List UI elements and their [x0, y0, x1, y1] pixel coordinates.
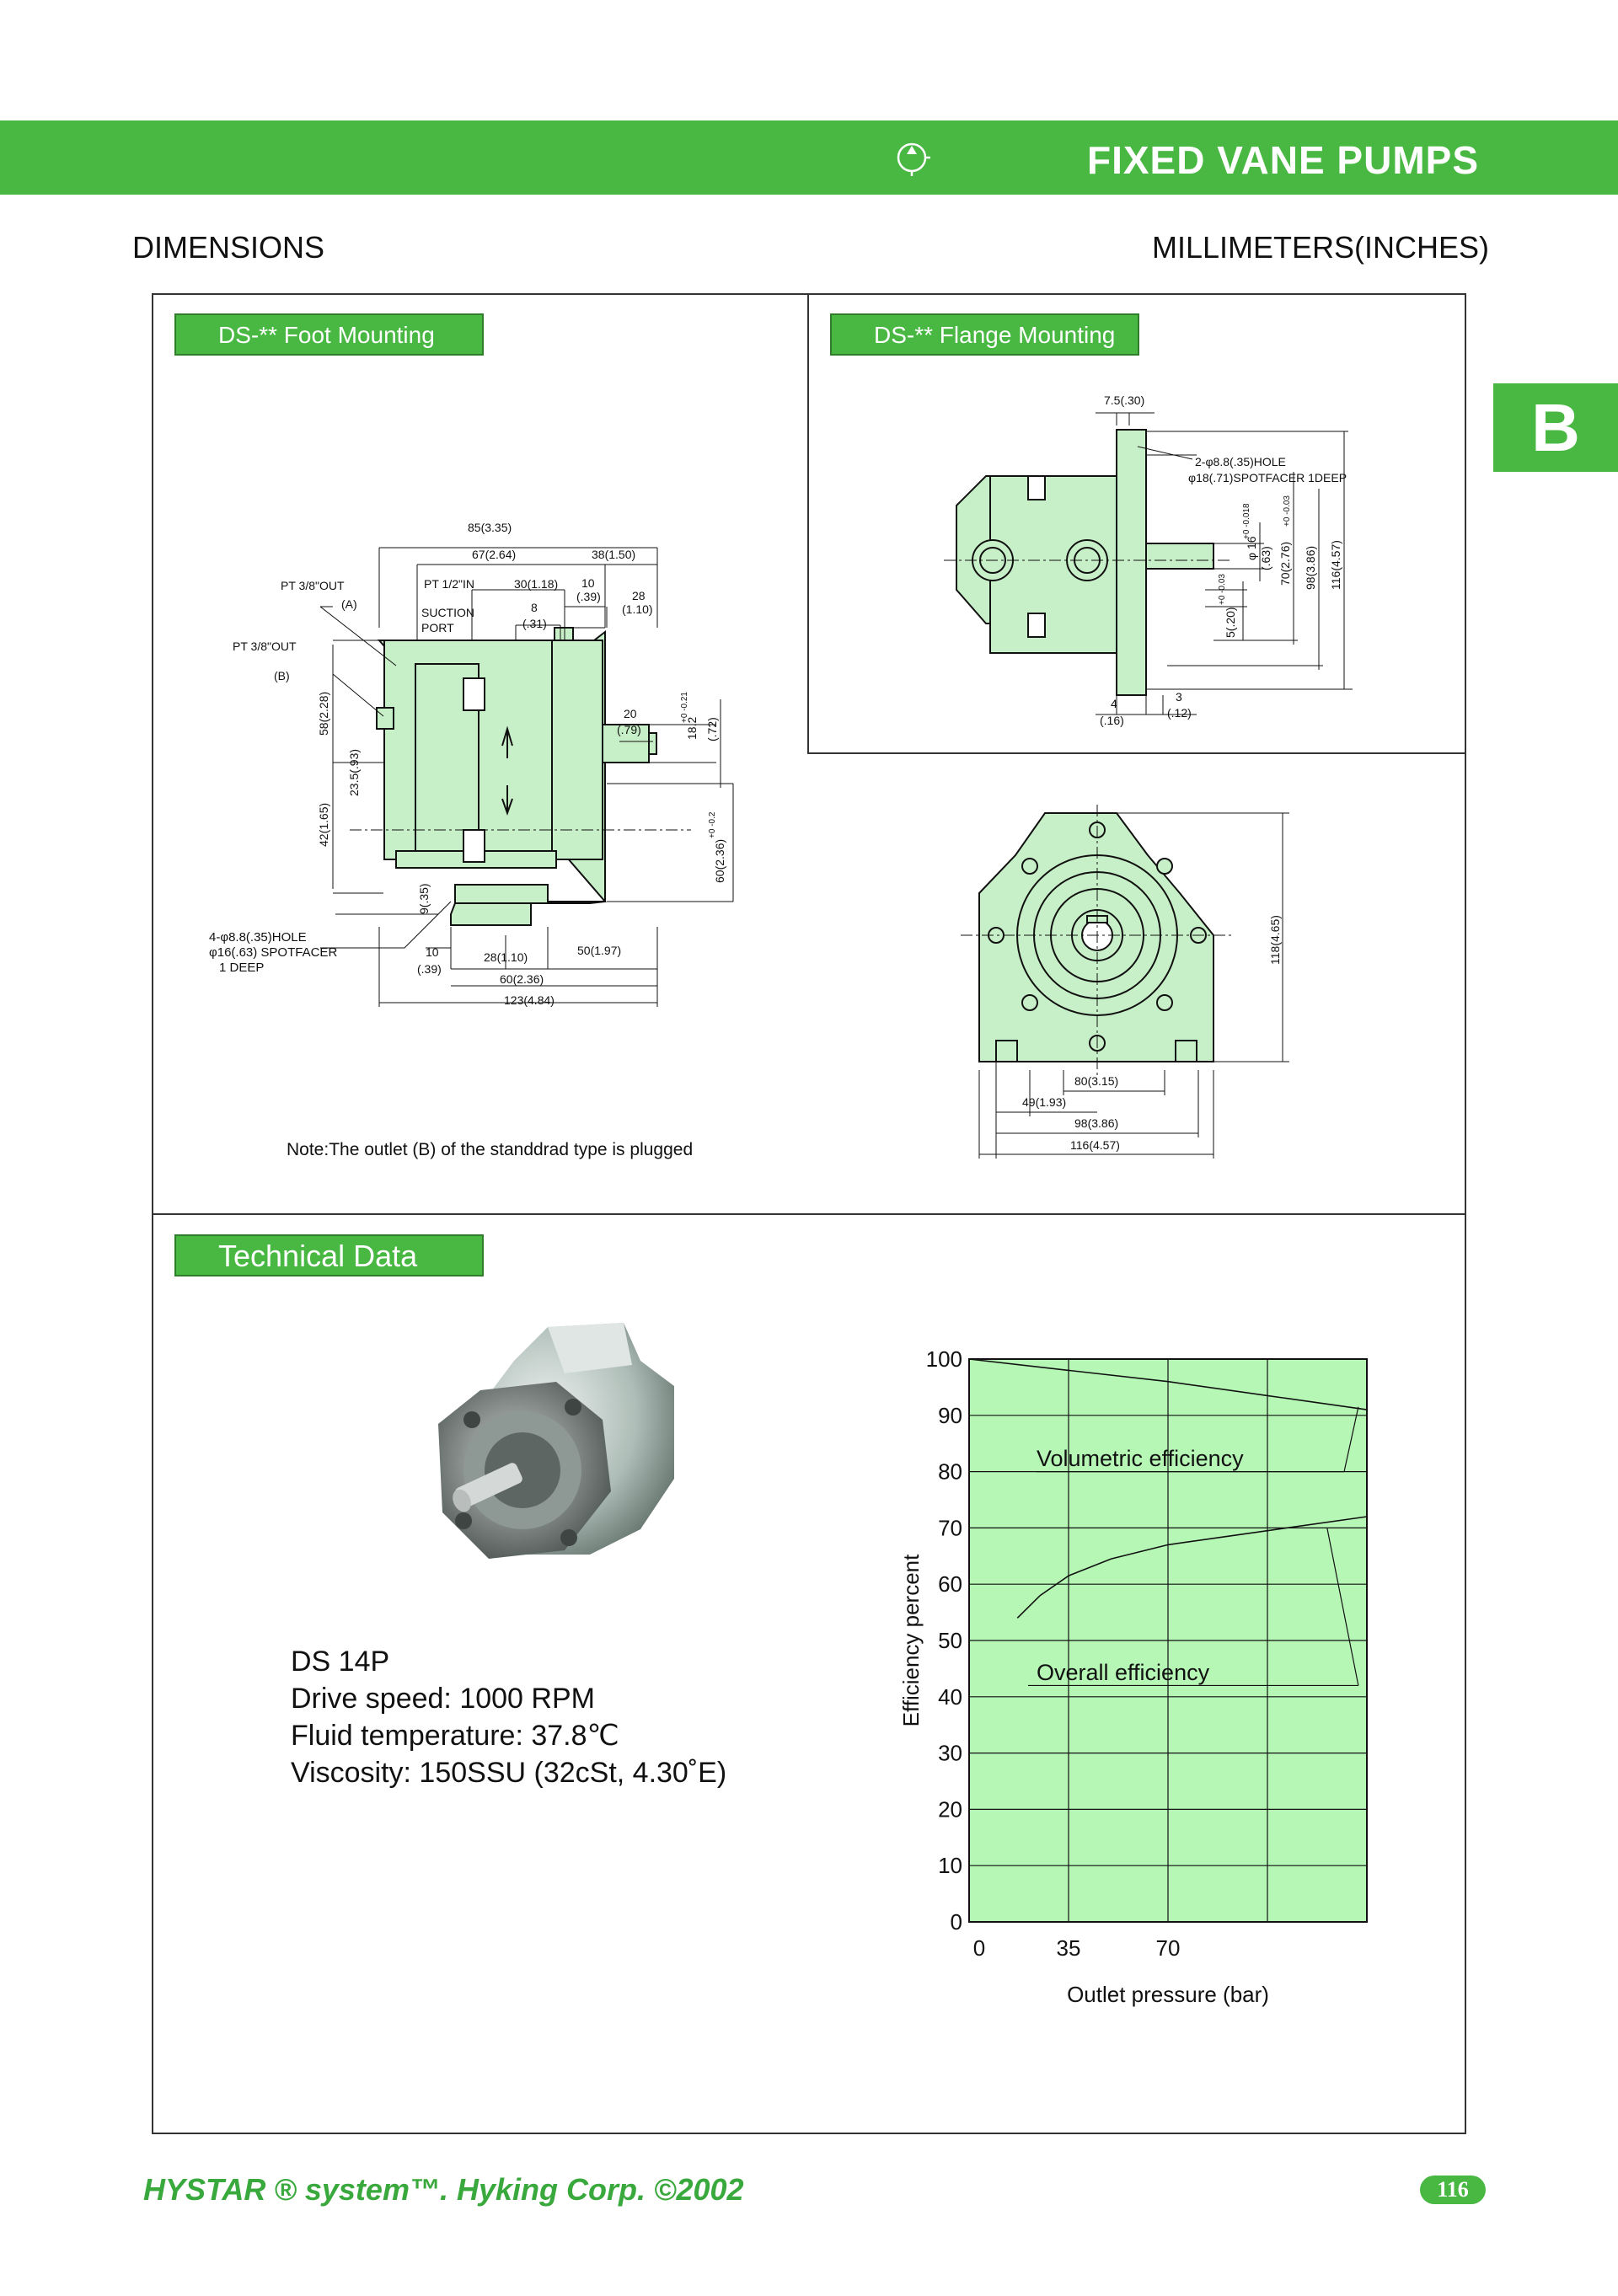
- flange-dim-5: 5(.20): [1224, 607, 1237, 638]
- dim-28b: 28(1.10): [484, 950, 528, 964]
- x-axis-label: Outlet pressure (bar): [1067, 1982, 1269, 2007]
- y-tick-label: 70: [938, 1515, 962, 1541]
- dim-18-in: (.72): [705, 717, 719, 741]
- footer-brand: HYSTAR ® system™. Hyking Corp. ©2002: [143, 2172, 744, 2207]
- flange-dim-7-5: 7.5(.30): [1104, 393, 1145, 407]
- flange-dim-98v: 98(3.86): [1304, 545, 1317, 590]
- flange-dim-3-in: (.12): [1167, 706, 1192, 720]
- pt-out-b: PT 3/8"OUT: [233, 640, 297, 653]
- dim-50: 50(1.97): [577, 944, 622, 957]
- front-dim-80: 80(3.15): [1074, 1074, 1119, 1088]
- page-number: 116: [1420, 2176, 1486, 2204]
- dim-10a-in: (.39): [576, 590, 601, 603]
- y-tick-label: 40: [938, 1683, 962, 1710]
- flange-hole-note-1: 2-φ8.8(.35)HOLE: [1195, 455, 1286, 468]
- drive-speed: Drive speed: 1000 RPM: [291, 1683, 595, 1715]
- flange-dim-5-tol: +0 -0.03: [1218, 574, 1227, 605]
- front-dim-49: 49(1.93): [1022, 1095, 1067, 1109]
- dim-10b: 10: [426, 945, 439, 959]
- x-tick-label: 35: [1056, 1935, 1081, 1961]
- frame-divider-horizontal: [152, 1213, 1466, 1215]
- x-tick-label: 70: [1155, 1935, 1181, 1961]
- foot-pump-body: [377, 628, 656, 925]
- pt-half-in: PT 1/2"IN: [424, 577, 474, 591]
- dim-30: 30(1.18): [514, 577, 559, 591]
- suction-label: SUCTION: [421, 606, 474, 619]
- y-tick-label: 80: [938, 1458, 962, 1485]
- dim-58: 58(2.28): [317, 691, 330, 736]
- units-heading: MILLIMETERS(INCHES): [1151, 230, 1489, 265]
- y-tick-label: 100: [925, 1346, 962, 1372]
- flange-dim-16-tol: +0 -0.018: [1242, 503, 1251, 539]
- y-axis-label: Efficiency percent: [898, 1554, 924, 1727]
- pt-out-b-tag: (B): [274, 669, 290, 682]
- efficiency-chart: [868, 1335, 1390, 2010]
- pump-product-image: [421, 1310, 691, 1588]
- dim-60h: 60(2.36): [500, 972, 544, 986]
- dim-85: 85(3.35): [468, 521, 512, 534]
- flange-dim-16: φ 16: [1245, 536, 1258, 560]
- annotation-volumetric: Volumetric efficiency: [1037, 1446, 1244, 1472]
- dim-60v-tol: +0 -0.2: [708, 811, 717, 838]
- dim-67: 67(2.64): [472, 548, 517, 561]
- flange-dim-116v: 116(4.57): [1329, 540, 1342, 590]
- pt-out-a-tag: (A): [341, 597, 357, 611]
- dim-18: 18.2: [685, 716, 699, 740]
- flange-dim-70-tol: +0 -0.03: [1283, 495, 1292, 527]
- title-bar: [0, 120, 1618, 195]
- frame-divider-right: [807, 752, 1466, 754]
- x-tick-label: 0: [972, 1935, 986, 1961]
- y-tick-label: 30: [938, 1740, 962, 1766]
- front-dim-116h: 116(4.57): [1070, 1138, 1120, 1152]
- y-tick-label: 90: [938, 1402, 962, 1428]
- flange-dim-3: 3: [1176, 690, 1182, 704]
- flange-mounting-drawing: [927, 383, 1399, 741]
- model-name: DS 14P: [291, 1646, 390, 1678]
- dim-10a: 10: [581, 576, 595, 590]
- dim-38: 38(1.50): [592, 548, 636, 561]
- fluid-temperature: Fluid temperature: 37.8℃: [291, 1720, 619, 1752]
- flange-hole-note-2: φ18(.71)SPOTFACER 1DEEP: [1188, 471, 1347, 484]
- port-label: PORT: [421, 621, 454, 634]
- flange-front-view: [944, 800, 1306, 1163]
- y-tick-label: 20: [938, 1796, 962, 1822]
- flange-dim-4-in: (.16): [1100, 714, 1124, 727]
- y-tick-label: 0: [950, 1909, 962, 1935]
- dim-8-in: (.31): [522, 617, 547, 630]
- pt-out-a: PT 3/8"OUT: [281, 579, 345, 592]
- foot-mounting-label: DS-** Foot Mounting: [174, 313, 484, 356]
- technical-specs: [291, 1643, 726, 1791]
- front-dim-98h: 98(3.86): [1074, 1116, 1119, 1130]
- dim-20-in: (.79): [617, 723, 641, 736]
- y-tick-label: 50: [938, 1628, 962, 1653]
- dim-28: 28: [632, 589, 646, 602]
- dim-42: 42(1.65): [317, 802, 330, 847]
- dim-28-in: (1.10): [622, 602, 653, 616]
- page-title: FIXED VANE PUMPS: [1087, 138, 1479, 182]
- dim-9: 9(.35): [417, 883, 431, 914]
- section-tab: B: [1493, 383, 1618, 472]
- dim-8: 8: [531, 601, 538, 614]
- dim-23: 23.5(.93): [347, 748, 361, 796]
- section-heading-dimensions: DIMENSIONS: [132, 230, 325, 265]
- annotation-overall: Overall efficiency: [1037, 1660, 1210, 1686]
- viscosity: Viscosity: 150SSU (32cSt, 4.30˚E): [291, 1757, 727, 1789]
- flange-dim-16-in: (.63): [1259, 546, 1272, 570]
- frame-divider-vertical: [807, 293, 809, 752]
- outlet-note: Note:The outlet (B) of the standdrad type is plugged: [287, 1140, 694, 1159]
- hole-note-3: 1 DEEP: [219, 961, 265, 975]
- y-tick-label: 10: [938, 1853, 962, 1879]
- dim-20: 20: [624, 707, 637, 720]
- dim-10b-in: (.39): [417, 962, 442, 976]
- hydraulic-symbol-icon: [893, 139, 930, 176]
- dim-123: 123(4.84): [504, 993, 555, 1007]
- dim-60v: 60(2.36): [713, 838, 726, 883]
- flange-mounting-label: DS-** Flange Mounting: [830, 313, 1139, 356]
- flange-dim-70: 70(2.76): [1278, 541, 1292, 586]
- foot-mounting-drawing: [202, 506, 775, 1028]
- dim-18-tol: +0 -0.21: [680, 692, 689, 723]
- hole-note-1: 4-φ8.8(.35)HOLE: [209, 930, 307, 945]
- y-tick-label: 60: [938, 1571, 962, 1598]
- front-dim-118: 118(4.65): [1268, 915, 1282, 965]
- flange-dim-4: 4: [1111, 697, 1117, 710]
- technical-data-label: Technical Data: [174, 1234, 484, 1276]
- hole-note-2: φ16(.63) SPOTFACER: [209, 945, 338, 960]
